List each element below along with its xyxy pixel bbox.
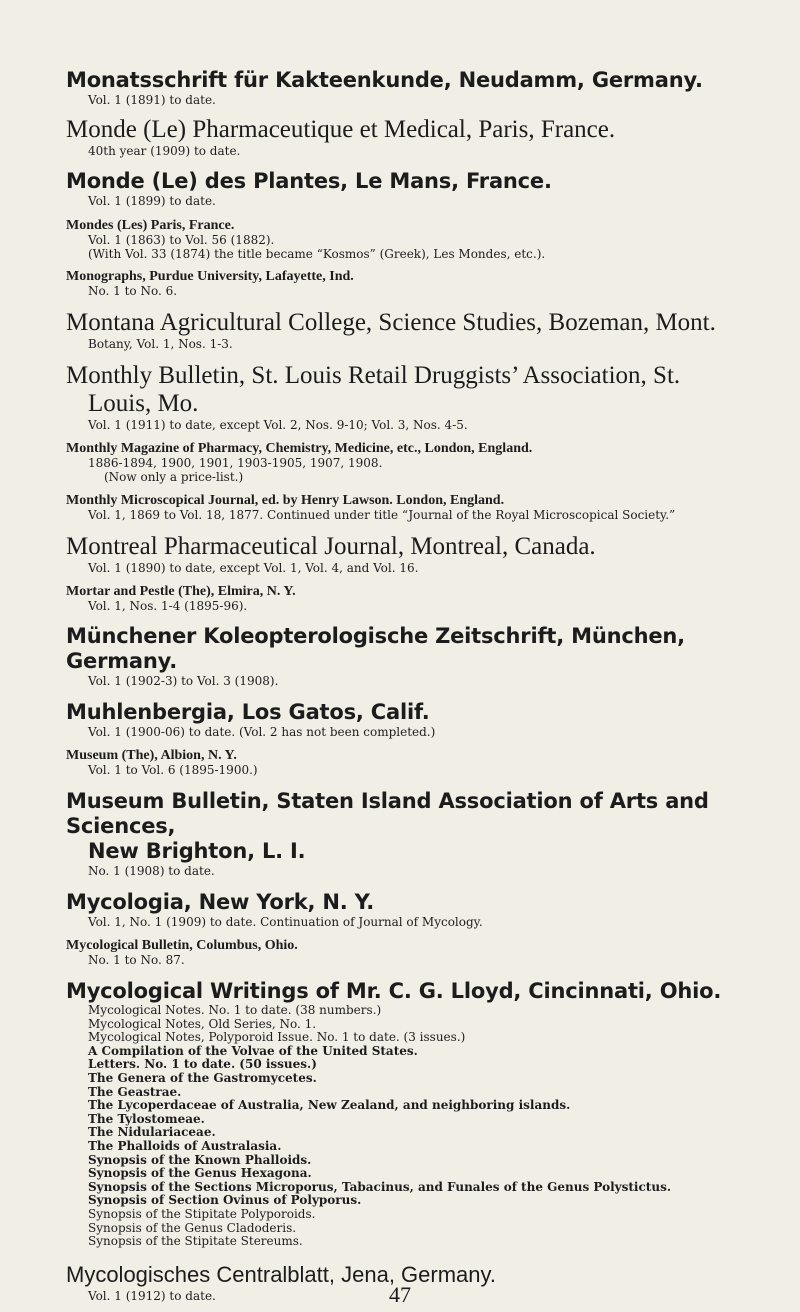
list-item: Letters. No. 1 to date. (50 issues.) [88,1057,317,1072]
entry-detail: Vol. 1, No. 1 (1909) to date. Continuation of Journal of Mycology. [88,915,483,929]
entry-montana-college [66,309,786,351]
entry-title: Mycologisches Centralblatt, Jena, Germany. [66,1261,496,1287]
list-item: Mycological Notes. No. 1 to date. (38 numbers.) [88,1003,382,1017]
entry-title: Museum (The), Albion, N. Y. [66,748,237,763]
entry-title: Monographs, Purdue University, Lafayette, Ind. [66,269,354,284]
entry-detail: Vol. 1 to Vol. 6 (1895-1900.) [88,763,258,777]
entry-detail: Vol. 1 (1863) to Vol. 56 (1882). [88,233,275,247]
entry-title: Montana Agricultural College, Science Studies, Bozeman, Mont. [66,309,716,336]
entry-title-continued: Louis, Mo. [88,390,199,417]
list-item: The Genera of the Gastromycetes. [88,1070,317,1085]
entry-detail: 40th year (1909) to date. [88,144,241,158]
entry-detail: Vol. 1 (1912) to date. [88,1288,216,1303]
entry-title-continued: New Brighton, L. I. [88,839,306,863]
entry-title: Monthly Bulletin, St. Louis Retail Druggists’ Association, St. [66,362,681,389]
entry-monographs-purdue [66,269,786,298]
entry-title: Monthly Magazine of Pharmacy, Chemistry, Medicine, etc., London, England. [66,441,533,456]
page-number: 47 [389,1282,411,1307]
entry-title: Montreal Pharmaceutical Journal, Montreal, Canada. [66,533,596,560]
entry-monde-pharmaceutique [66,116,786,158]
entry-title: Muhlenbergia, Los Gatos, Calif. [66,700,430,724]
entry-title: Mortar and Pestle (The), Elmira, N. Y. [66,584,296,599]
entry-detail: Vol. 1, 1869 to Vol. 18, 1877. Continued under title “Journal of the Royal Microscopical Society.” [88,508,676,522]
list-item: The Geastrae. [88,1084,182,1099]
entry-detail: Vol. 1 (1911) to date, except Vol. 2, Nos. 9-10; Vol. 3, Nos. 4-5. [88,418,468,432]
list-item: The Tylostomeae. [88,1111,205,1126]
entry-monthly-bulletin [66,362,786,432]
entry-monatsschrift [66,68,786,107]
entry-title: Monde (Le) des Plantes, Le Mans, France. [66,169,552,193]
entry-detail: Vol. 1 (1890) to date, except Vol. 1, Vol. 4, and Vol. 16. [88,561,419,575]
entry-detail: Botany, Vol. 1, Nos. 1-3. [88,337,233,351]
entry-detail: (With Vol. 33 (1874) the title became “Kosmos” (Greek), Les Mondes, etc.). [88,247,546,261]
list-item: The Lycoperdaceae of Australia, New Zealand, and neighboring islands. [88,1098,571,1113]
entry-museum-bulletin [66,789,786,878]
entry-montreal-pharmaceutical [66,533,786,575]
entry-detail: No. 1 (1908) to date. [88,864,215,878]
entry-title: Monthly Microscopical Journal, ed. by Henry Lawson. London, England. [66,493,505,508]
entry-lloyd-writings [66,979,786,1249]
list-item: Synopsis of the Genus Cladoderis. [88,1220,297,1235]
entry-museum-albion [66,748,786,777]
list-item: Synopsis of the Known Phalloids. [88,1152,312,1167]
entry-monthly-microscopical [66,493,786,522]
entry-detail: Vol. 1, Nos. 1-4 (1895-96). [88,599,248,613]
entry-detail: Vol. 1 (1902-3) to Vol. 3 (1908). [88,674,279,688]
entry-title: Museum Bulletin, Staten Island Association of Arts and Sciences, [66,789,709,838]
entry-title: Münchener Koleopterologische Zeitschrift, München, Germany. [66,624,685,673]
entry-detail: 1886-1894, 1900, 1901, 1903-1905, 1907, 1908. [88,456,383,470]
entry-muhlenbergia [66,700,786,739]
list-item: The Phalloids of Australasia. [88,1138,282,1153]
entry-mortar-pestle [66,584,786,613]
list-item: Mycological Notes, Polyporoid Issue. No. 1 to date. (3 issues.) [88,1030,466,1045]
entry-title: Monatsschrift für Kakteenkunde, Neudamm, Germany. [66,68,703,92]
entry-detail: No. 1 to No. 6. [88,284,178,298]
entry-detail: No. 1 to No. 87. [88,953,185,967]
list-item: The Nidulariaceae. [88,1125,216,1140]
entry-title: Mycologia, New York, N. Y. [66,890,374,914]
list-item: Mycological Notes, Old Series, No. 1. [88,1016,317,1031]
list-item: Synopsis of the Sections Microporus, Tabacinus, and Funales of the Genus Polystictus. [88,1179,671,1194]
entry-detail: Vol. 1 (1900-06) to date. (Vol. 2 has not been completed.) [88,725,436,739]
entry-detail: (Now only a price-list.) [104,470,244,484]
entry-detail: Vol. 1 (1899) to date. [88,194,216,208]
entry-title: Mondes (Les) Paris, France. [66,218,235,233]
entry-title: Mycological Bulletin, Columbus, Ohio. [66,938,298,953]
entry-monde-plantes [66,169,786,208]
entry-mycologia [66,890,786,929]
entry-monthly-magazine [66,441,786,484]
list-item: Synopsis of the Stipitate Polyporoids. [88,1206,316,1221]
list-item: Synopsis of the Genus Hexagona. [88,1166,312,1181]
list-item: Synopsis of the Stipitate Stereums. [88,1234,303,1249]
entry-mycological-bulletin [66,938,786,967]
entry-title: Monde (Le) Pharmaceutique et Medical, Paris, France. [66,116,616,143]
list-item: Synopsis of Section Ovinus of Polyporus. [88,1193,362,1208]
entry-muenchener [66,624,786,688]
list-item: A Compilation of the Volvae of the United States. [88,1043,418,1058]
entry-detail: Vol. 1 (1891) to date. [88,93,216,107]
entry-title: Mycological Writings of Mr. C. G. Lloyd, Cincinnati, Ohio. [66,979,722,1003]
entry-mondes [66,218,786,261]
catalog-page [66,68,786,1303]
